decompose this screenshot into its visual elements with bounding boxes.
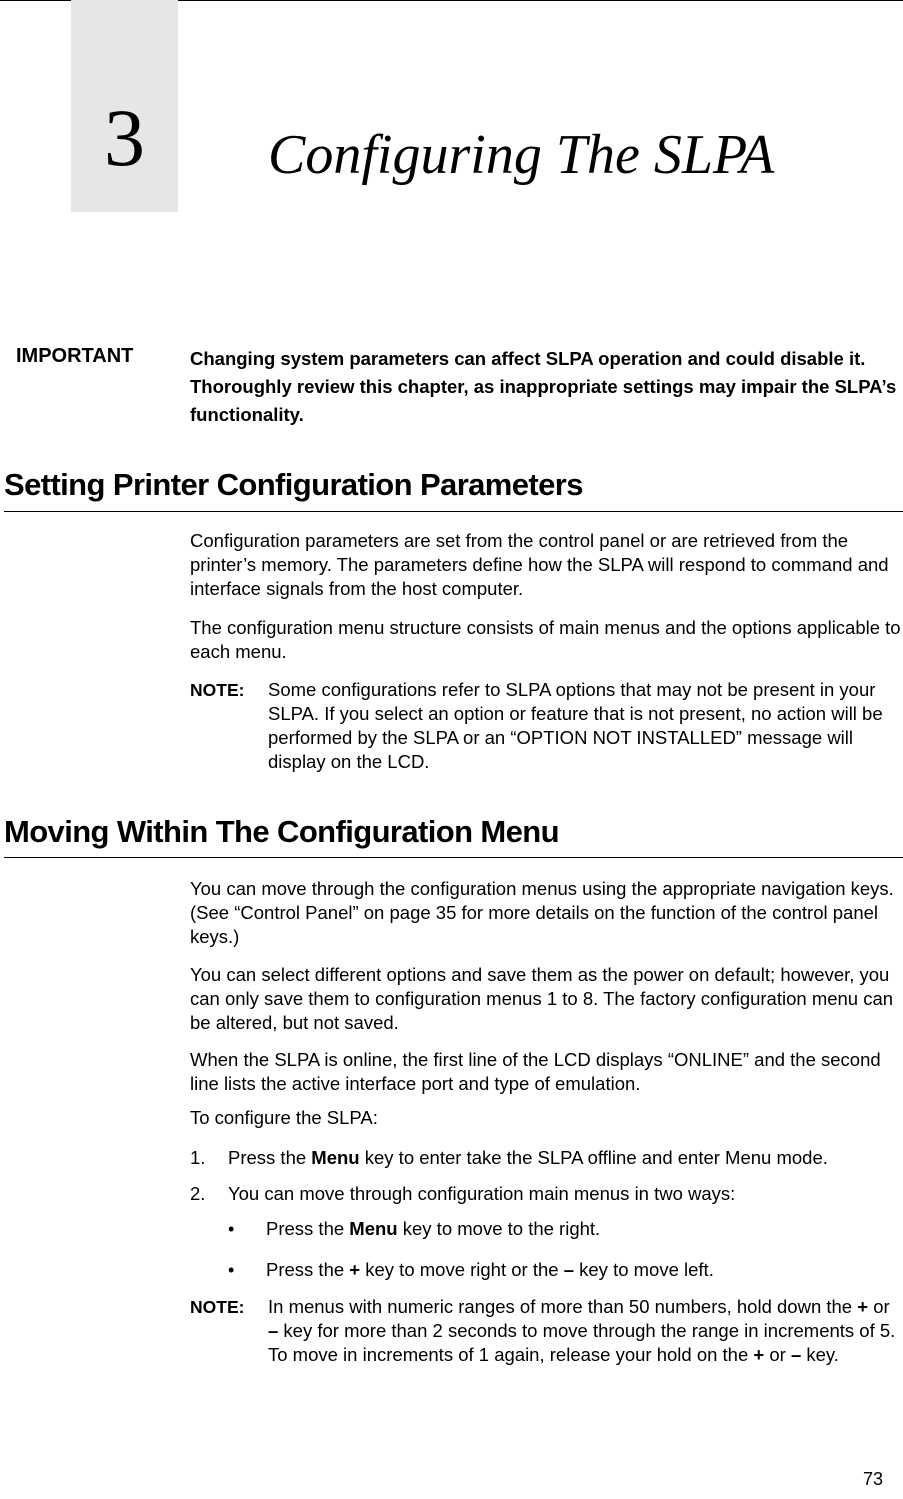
bullet-dot: • xyxy=(228,1219,235,1239)
note-text: In menus with numeric ranges of more than 50 numbers, hold down the + or – key for more than 2 seconds to move through the range in increments of 5. To move in increments of 1 again, release your hold on the + or – key. xyxy=(268,1296,896,1365)
important-label: IMPORTANT xyxy=(16,345,134,367)
paragraph: Configuration parameters are set from the control panel or are retrieved from the printer’s memory. The parameters define how the SLPA will respond to command and interface signals from the host computer. xyxy=(190,530,889,599)
paragraph: When the SLPA is online, the first line of the LCD displays “ONLINE” and the second line lists the active interface port and type of emulation. xyxy=(190,1049,881,1094)
paragraph: You can select different options and save them as the power on default; however, you can only save them to configuration menus 1 to 8. The factory configuration menu can be altered, but not saved. xyxy=(190,964,894,1033)
step-text: You can move through configuration main menus in two ways: xyxy=(228,1183,736,1204)
note-label: NOTE: xyxy=(190,1297,245,1317)
section-heading-printer-config: Setting Printer Configuration Parameters xyxy=(4,467,583,502)
note-text: Some configurations refer to SLPA options that may not be present in your SLPA. If you select an option or feature that is not present, no action will be performed by the SLPA or an “OPTION NOT INSTALLED” message will display on the LCD. xyxy=(268,679,883,772)
page-number: 73 xyxy=(863,1469,884,1489)
section-rule xyxy=(4,857,903,858)
section-heading-moving-menu: Moving Within The Configuration Menu xyxy=(4,814,559,849)
paragraph: The configuration menu structure consists of main menus and the options applicable to each menu. xyxy=(190,617,901,662)
step-number: 2. xyxy=(190,1183,206,1204)
paragraph: To configure the SLPA: xyxy=(190,1107,378,1128)
section-rule xyxy=(4,511,903,512)
important-text: Changing system parameters can affect SLPA operation and could disable it. Thoroughly review this chapter, as inappropriate settings may impair the SLPA’s functionality. xyxy=(190,348,897,425)
note-label: NOTE: xyxy=(190,680,245,700)
paragraph: You can move through the configuration menus using the appropriate navigation keys. (See “Control Panel” on page 35 for more details on the function of the control panel keys.) xyxy=(190,878,894,947)
chapter-number: 3 xyxy=(104,92,145,183)
bullet-text: Press the Menu key to move to the right. xyxy=(266,1218,601,1239)
bullet-dot: • xyxy=(228,1260,235,1280)
chapter-title: Configuring The SLPA xyxy=(268,124,775,186)
step-number: 1. xyxy=(190,1147,206,1168)
step-text: Press the Menu key to enter take the SLPA offline and enter Menu mode. xyxy=(228,1147,828,1168)
bullet-text: Press the + key to move right or the – key to move left. xyxy=(266,1259,714,1280)
